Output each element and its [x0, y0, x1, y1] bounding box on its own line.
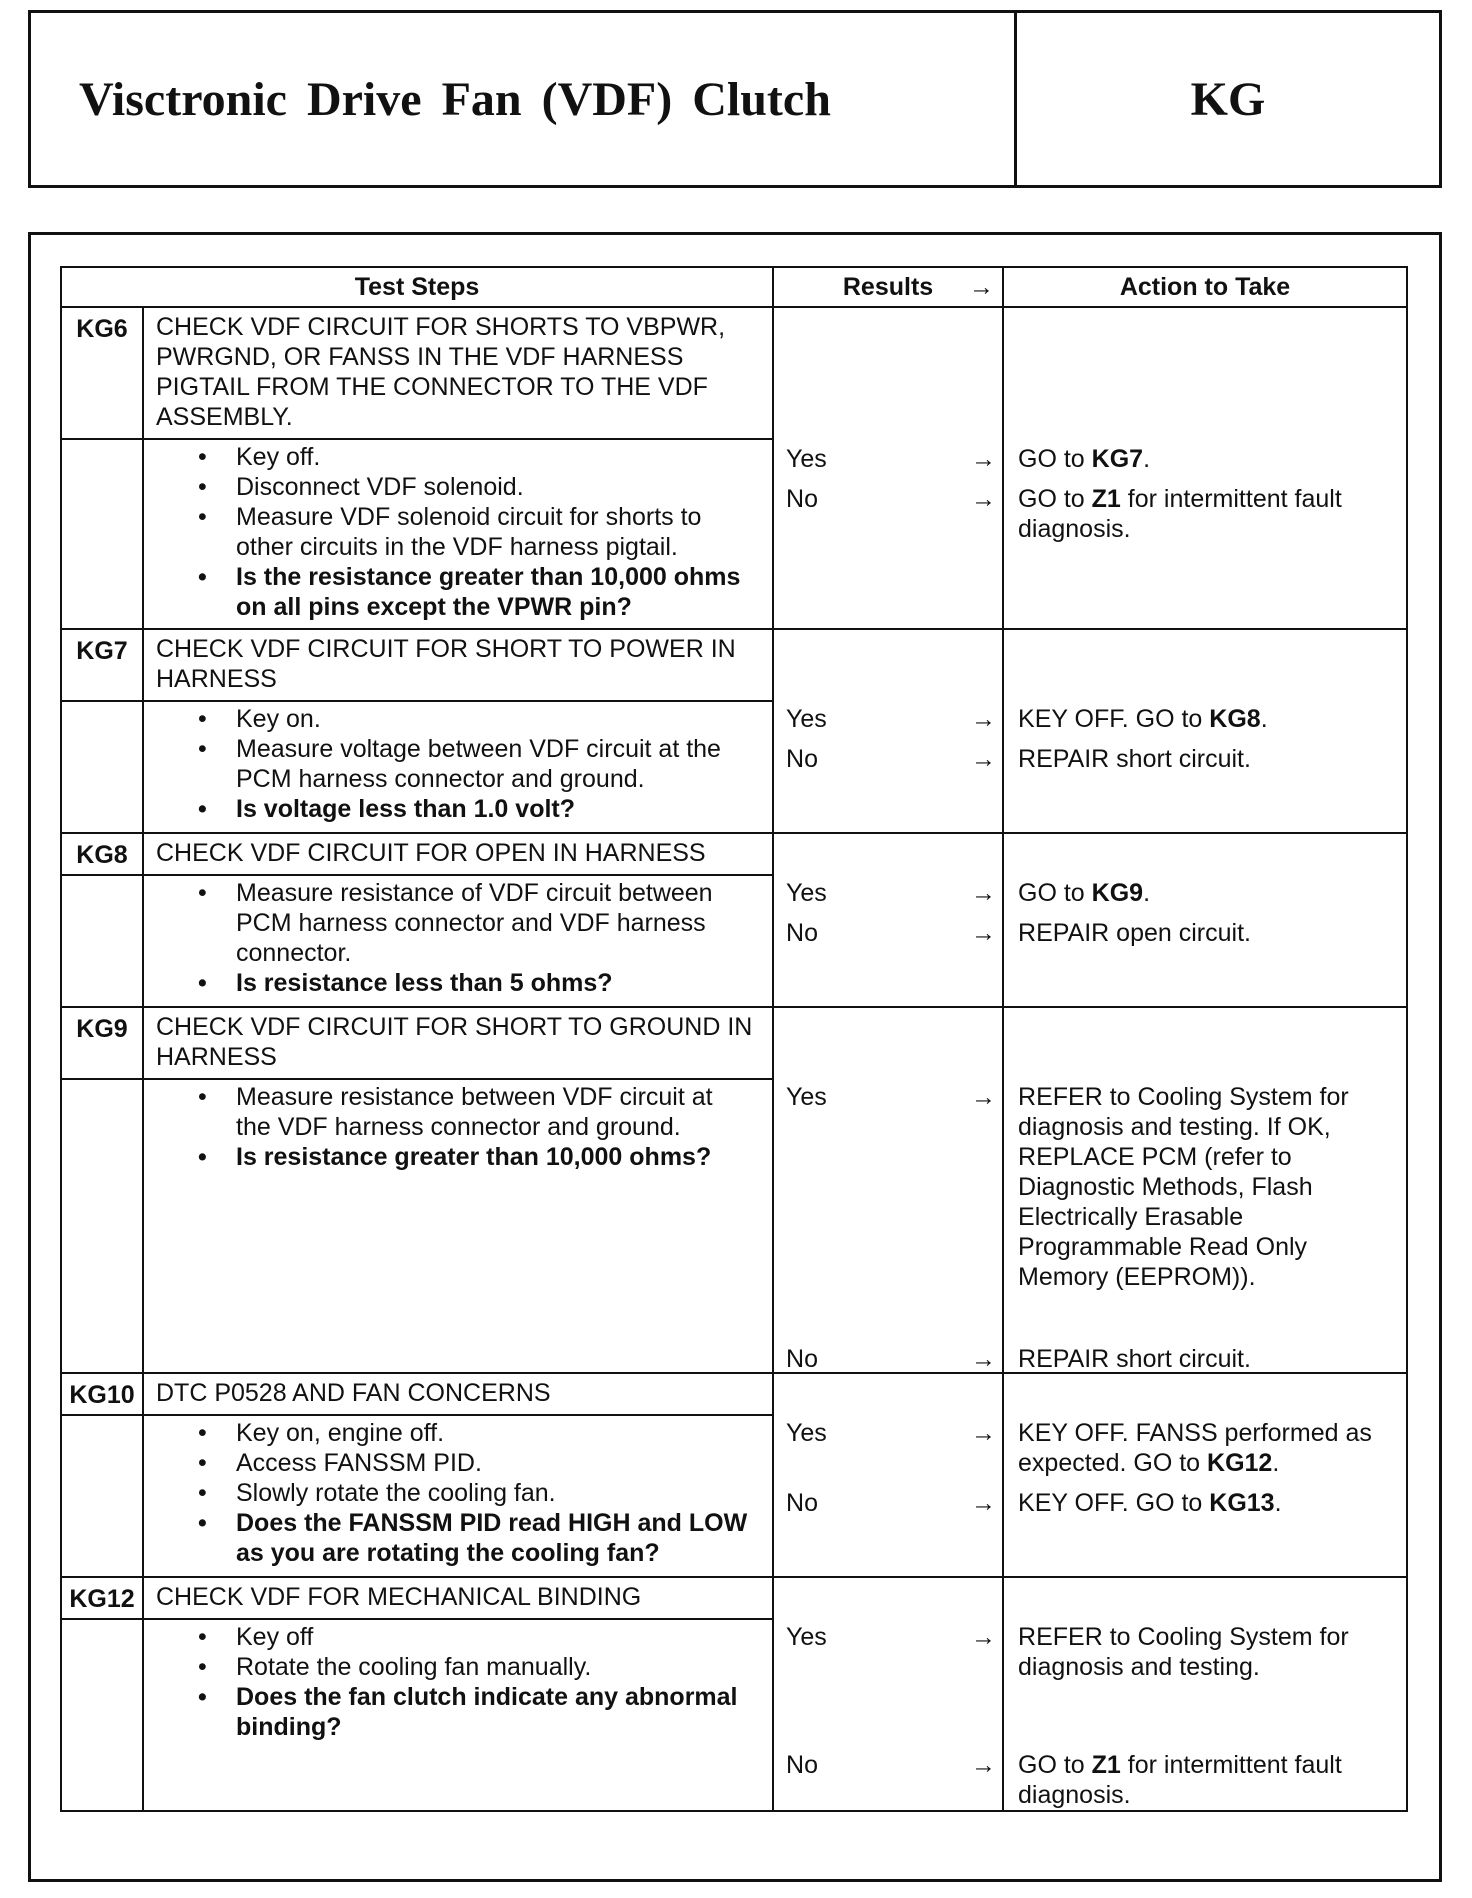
step-results: Yes → No →: [773, 1373, 1003, 1577]
step-question: • Is the resistance greater than 10,000 ohms on all pins except the VPWR pin?: [236, 562, 752, 622]
step-actions: KEY OFF. GO to KG8. REPAIR short circuit.: [1003, 629, 1407, 833]
step-title: CHECK VDF CIRCUIT FOR SHORTS TO VBPWR, PWRGND, OR FANSS IN THE VDF HARNESS PIGTAIL FROM THE CONNECTOR TO THE VDF ASSEMBLY.: [143, 307, 773, 439]
col-header-results: Results →: [773, 267, 1003, 307]
step-results: Yes → No →: [773, 629, 1003, 833]
arrow-icon: →: [971, 1489, 997, 1517]
arrow-icon: →: [971, 1345, 997, 1373]
step-id: KG12: [61, 1577, 143, 1619]
step-results: Yes → No →: [773, 1007, 1003, 1373]
arrow-icon: →: [971, 445, 997, 473]
step-question: • Does the fan clutch indicate any abnormal binding?: [236, 1682, 752, 1742]
table-row: [61, 307, 1407, 439]
step-id: KG9: [61, 1007, 143, 1079]
col-header-action: Action to Take: [1003, 267, 1407, 307]
arrow-icon: →: [971, 1751, 997, 1779]
arrow-icon: →: [971, 1623, 997, 1651]
step-id: KG6: [61, 307, 143, 439]
arrow-icon: →: [971, 919, 997, 947]
step-title: CHECK VDF CIRCUIT FOR SHORT TO GROUND IN HARNESS: [143, 1007, 773, 1079]
step-id: KG8: [61, 833, 143, 875]
arrow-icon: →: [971, 1083, 997, 1111]
arrow-icon: →: [971, 705, 997, 733]
step-question: • Is resistance less than 5 ohms?: [236, 968, 752, 998]
step-actions: KEY OFF. FANSS performed as expected. GO to KG12. KEY OFF. GO to KG13.: [1003, 1373, 1407, 1577]
step-actions: REFER to Cooling System for diagnosis and testing. If OK, REPLACE PCM (refer to Diagnostic Methods, Flash Electrically Erasable Programmable Read Only Memory (EEPROM)). REPAIR short circuit.: [1003, 1007, 1407, 1373]
arrow-icon: →: [971, 485, 997, 513]
step-title: DTC P0528 AND FAN CONCERNS: [143, 1373, 773, 1415]
table-row: [61, 1007, 1407, 1079]
page-title: Visctronic Drive Fan (VDF) Clutch: [31, 13, 1017, 185]
step-actions: GO to KG7. GO to Z1 for intermittent fault diagnosis.: [1003, 307, 1407, 629]
table-header-row: [61, 267, 1407, 307]
step-results: Yes → No →: [773, 1577, 1003, 1811]
step-results: Yes → No →: [773, 833, 1003, 1007]
arrow-icon: →: [971, 1419, 997, 1447]
table-row: [61, 629, 1407, 701]
arrow-icon: →: [971, 745, 997, 773]
section-code: KG: [1190, 72, 1266, 126]
step-title: CHECK VDF CIRCUIT FOR SHORT TO POWER IN HARNESS: [143, 629, 773, 701]
step-procedure: • Key off. • Disconnect VDF solenoid. • Measure VDF solenoid circuit for shorts to other circuits in the VDF harness pigtail. • Is the resistance greater than 10,000 ohms on all pins except the VPWR pin?: [143, 439, 773, 629]
step-procedure: • Measure resistance of VDF circuit between PCM harness connector and VDF harness connector. • Is resistance less than 5 ohms?: [143, 875, 773, 1007]
step-id: KG10: [61, 1373, 143, 1415]
step-procedure: • Key on. • Measure voltage between VDF circuit at the PCM harness connector and ground. • Is voltage less than 1.0 volt?: [143, 701, 773, 833]
step-actions: GO to KG9. REPAIR open circuit.: [1003, 833, 1407, 1007]
step-procedure: • Measure resistance between VDF circuit at the VDF harness connector and ground. • Is resistance greater than 10,000 ohms?: [143, 1079, 773, 1373]
table-row: [61, 1373, 1407, 1415]
arrow-icon: →: [969, 273, 995, 301]
step-title: CHECK VDF FOR MECHANICAL BINDING: [143, 1577, 773, 1619]
step-id: KG7: [61, 629, 143, 701]
step-procedure: • Key off • Rotate the cooling fan manually. • Does the fan clutch indicate any abnormal binding?: [143, 1619, 773, 1811]
table-row: [61, 833, 1407, 875]
step-title: CHECK VDF CIRCUIT FOR OPEN IN HARNESS: [143, 833, 773, 875]
step-question: • Does the FANSSM PID read HIGH and LOW as you are rotating the cooling fan?: [236, 1508, 752, 1568]
arrow-icon: →: [971, 879, 997, 907]
page-header: [28, 10, 1442, 188]
step-procedure: • Key on, engine off. • Access FANSSM PID. • Slowly rotate the cooling fan. • Does the FANSSM PID read HIGH and LOW as you are rotating the cooling fan?: [143, 1415, 773, 1577]
step-results: Yes → No →: [773, 307, 1003, 629]
pinpoint-test-table: [60, 266, 1408, 1812]
col-header-test-steps: Test Steps: [61, 267, 773, 307]
step-question: • Is voltage less than 1.0 volt?: [236, 794, 752, 824]
table-row: [61, 1577, 1407, 1619]
step-question: • Is resistance greater than 10,000 ohms?: [236, 1142, 752, 1172]
step-actions: REFER to Cooling System for diagnosis and testing. GO to Z1 for intermittent fault diagnosis.: [1003, 1577, 1407, 1811]
